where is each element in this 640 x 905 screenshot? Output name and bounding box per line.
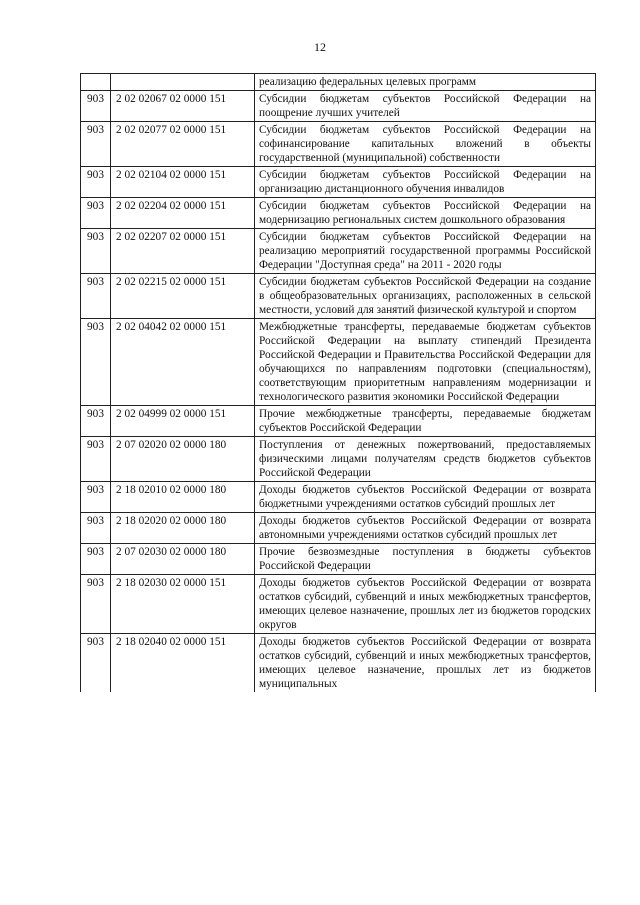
table-body — [81, 74, 596, 693]
revenue-code-cell: 2 18 02040 02 0000 151 — [111, 634, 255, 693]
table-row — [81, 122, 596, 167]
table-row — [81, 74, 596, 91]
revenue-code-cell: 2 02 02207 02 0000 151 — [111, 229, 255, 274]
table-row — [81, 229, 596, 274]
revenue-name-cell: реализацию федеральных целевых программ — [255, 74, 596, 91]
admin-code-cell: 903 — [81, 513, 111, 544]
admin-code-cell: 903 — [81, 274, 111, 319]
revenue-name-cell: Прочие безвозмездные поступления в бюджеты субъектов Российской Федерации — [255, 544, 596, 575]
revenue-name-cell: Доходы бюджетов субъектов Российской Федерации от возврата остатков субсидий, субвенций и иных межбюджетных трансфертов, имеющих целевое назначение, прошлых лет из бюджетов городских округов — [255, 575, 596, 634]
table-row — [81, 167, 596, 198]
table-row — [81, 634, 596, 693]
admin-code-cell: 903 — [81, 91, 111, 122]
revenue-code-cell: 2 02 02077 02 0000 151 — [111, 122, 255, 167]
revenue-code-cell: 2 18 02020 02 0000 180 — [111, 513, 255, 544]
admin-code-cell: 903 — [81, 319, 111, 406]
admin-code-cell: 903 — [81, 167, 111, 198]
revenue-name-cell: Субсидии бюджетам субъектов Российской Федерации на организацию дистанционного обучения инвалидов — [255, 167, 596, 198]
table-row — [81, 544, 596, 575]
revenue-name-cell: Доходы бюджетов субъектов Российской Федерации от возврата бюджетными учреждениями остатков субсидий прошлых лет — [255, 482, 596, 513]
revenue-code-cell: 2 02 02067 02 0000 151 — [111, 91, 255, 122]
table-row — [81, 91, 596, 122]
revenue-name-cell: Поступления от денежных пожертвований, предоставляемых физическими лицами получателям средств бюджетов субъектов Российской Федерации — [255, 437, 596, 482]
table-row — [81, 482, 596, 513]
admin-code-cell: 903 — [81, 575, 111, 634]
revenue-name-cell: Доходы бюджетов субъектов Российской Федерации от возврата автономными учреждениями остатков субсидий прошлых лет — [255, 513, 596, 544]
revenue-code-cell: 2 02 02104 02 0000 151 — [111, 167, 255, 198]
admin-code-cell: 903 — [81, 406, 111, 437]
revenue-code-cell: 2 02 04042 02 0000 151 — [111, 319, 255, 406]
revenue-name-cell: Субсидии бюджетам субъектов Российской Федерации на поощрение лучших учителей — [255, 91, 596, 122]
revenue-name-cell: Доходы бюджетов субъектов Российской Федерации от возврата остатков субсидий, субвенций и иных межбюджетных трансфертов, имеющих целевое назначение, прошлых лет из бюджетов муниципальных — [255, 634, 596, 693]
revenue-code-cell: 2 18 02010 02 0000 180 — [111, 482, 255, 513]
table-row — [81, 575, 596, 634]
admin-code-cell: 903 — [81, 198, 111, 229]
admin-code-cell: 903 — [81, 544, 111, 575]
revenue-name-cell: Субсидии бюджетам субъектов Российской Федерации на софинансирование капитальных вложений в объекты государственной (муниципальной) собственности — [255, 122, 596, 167]
revenue-codes-table — [80, 73, 596, 692]
table-row — [81, 274, 596, 319]
table-row — [81, 437, 596, 482]
page-number: 12 — [314, 40, 326, 54]
revenue-code-cell: 2 02 02215 02 0000 151 — [111, 274, 255, 319]
table-row — [81, 198, 596, 229]
revenue-code-cell: 2 18 02030 02 0000 151 — [111, 575, 255, 634]
admin-code-cell: 903 — [81, 437, 111, 482]
revenue-code-cell — [111, 74, 255, 91]
admin-code-cell: 903 — [81, 482, 111, 513]
revenue-code-cell: 2 07 02020 02 0000 180 — [111, 437, 255, 482]
admin-code-cell: 903 — [81, 122, 111, 167]
table-row — [81, 406, 596, 437]
revenue-name-cell: Межбюджетные трансферты, передаваемые бюджетам субъектов Российской Федерации на выплату стипендий Президента Российской Федерации и Правительства Российской Федерации для обучающихся по направлениям подготовки (специальностям), соответствующим приоритетным направлениям модернизации и технологического развития экономики Российской Федерации — [255, 319, 596, 406]
revenue-name-cell: Субсидии бюджетам субъектов Российской Федерации на модернизацию региональных систем дошкольного образования — [255, 198, 596, 229]
revenue-name-cell: Прочие межбюджетные трансферты, передаваемые бюджетам субъектов Российской Федерации — [255, 406, 596, 437]
table-row — [81, 513, 596, 544]
admin-code-cell: 903 — [81, 634, 111, 693]
revenue-name-cell: Субсидии бюджетам субъектов Российской Федерации на реализацию мероприятий государственной программы Российской Федерации "Доступная среда" на 2011 - 2020 годы — [255, 229, 596, 274]
table-row — [81, 319, 596, 406]
admin-code-cell: 903 — [81, 229, 111, 274]
revenue-code-cell: 2 02 04999 02 0000 151 — [111, 406, 255, 437]
admin-code-cell — [81, 74, 111, 91]
revenue-name-cell: Субсидии бюджетам субъектов Российской Федерации на создание в общеобразовательных организациях, расположенных в сельской местности, условий для занятий физической культурой и спортом — [255, 274, 596, 319]
revenue-code-cell: 2 02 02204 02 0000 151 — [111, 198, 255, 229]
revenue-code-cell: 2 07 02030 02 0000 180 — [111, 544, 255, 575]
